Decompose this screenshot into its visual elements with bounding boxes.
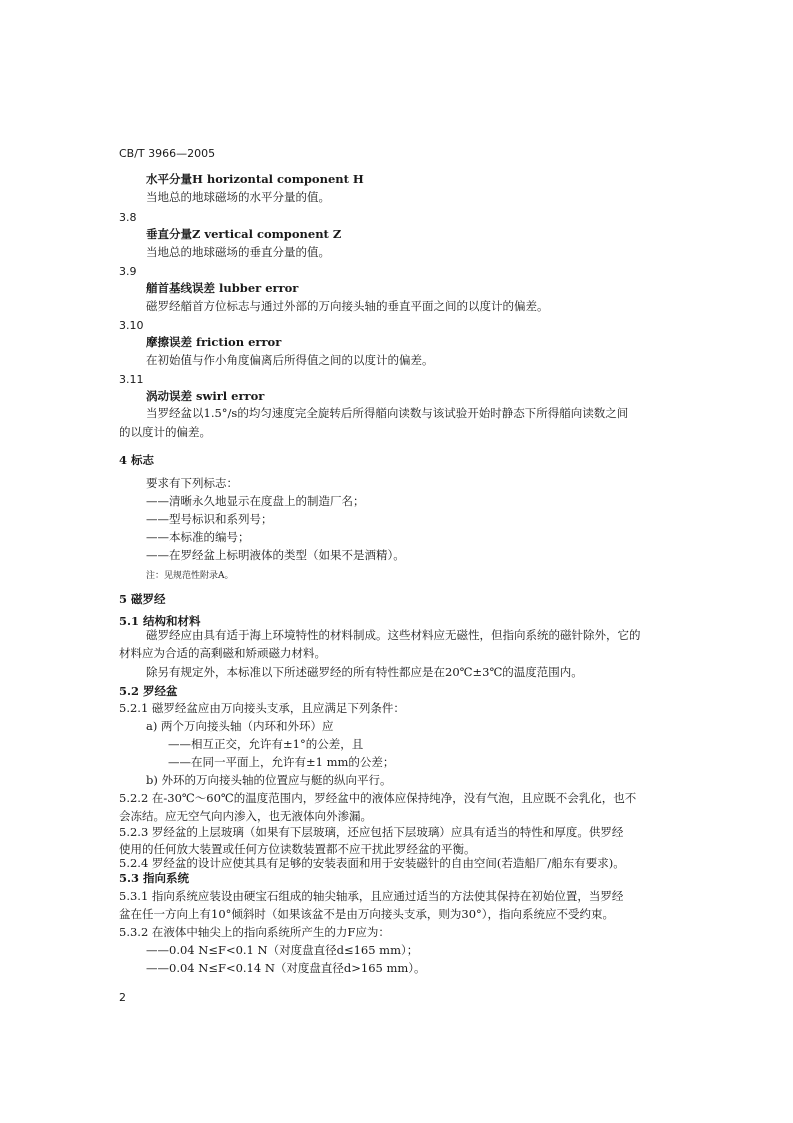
- clause-number: 3.10: [119, 319, 144, 332]
- definition-line: 在初始值与作小角度偏离后所得值之间的以度计的偏差。: [146, 353, 434, 367]
- paragraph-line: 使用的任何放大装置或任何方位读数装置都不应干扰此罗经盆的平衡。: [119, 842, 476, 856]
- term-horizontal-component: 水平分量H horizontal component H: [146, 172, 364, 186]
- paragraph-line: 要求有下列标志：: [146, 476, 238, 490]
- list-item: ——在同一平面上，允许有±1 mm的公差；: [168, 755, 395, 769]
- note-line: 注：见规范性附录A。: [146, 571, 234, 581]
- list-item: ——型号标识和系列号；: [146, 512, 273, 526]
- paragraph-line: 会冻结。应无空气向内渗入，也无液体向外渗漏。: [119, 809, 372, 823]
- paragraph-line: 5.2.1 磁罗经盆应由万向接头支承，且应满足下列条件：: [119, 701, 405, 715]
- paragraph-line: 5.2.2 在-30℃～60℃的温度范围内，罗经盆中的液体应保持纯净，没有气泡，且应既不会乳化，也不: [119, 791, 637, 805]
- subsection-heading: 5.2 罗经盆: [119, 684, 178, 698]
- subsection-heading: 5.1 结构和材料: [119, 614, 201, 628]
- definition-line: 当地总的地球磁场的垂直分量的值。: [146, 245, 330, 259]
- definition-line: 当罗经盆以1.5°/s的均匀速度完全旋转后所得艏向读数与该试验开始时静态下所得艏向读数之间: [146, 406, 629, 420]
- definition-line: 的以度计的偏差。: [119, 425, 211, 439]
- list-item: a) 两个万向接头轴（内环和外环）应: [146, 719, 334, 733]
- definition-line: 当地总的地球磁场的水平分量的值。: [146, 190, 330, 204]
- clause-number: 3.9: [119, 265, 137, 278]
- subsection-heading: 5.3 指向系统: [119, 871, 190, 885]
- list-item: ——在罗经盆上标明液体的类型（如果不是酒精）。: [146, 548, 405, 562]
- document-header-id: CB/T 3966—2005: [119, 147, 216, 160]
- list-item: ——0.04 N≤F<0.14 N（对度盘直径d>165 mm）。: [146, 961, 426, 975]
- term-vertical-component: 垂直分量Z vertical component Z: [146, 227, 342, 241]
- paragraph-line: 磁罗经应由具有适于海上环境特性的材料制成。这些材料应无磁性，但指向系统的磁针除外，它的: [146, 628, 641, 642]
- list-item: ——清晰永久地显示在度盘上的制造厂名；: [146, 494, 365, 508]
- clause-number: 3.11: [119, 373, 144, 386]
- paragraph-line: 5.2.4 罗经盆的设计应使其具有足够的安装表面和用于安装磁针的自由空间(若造船厂/船东有要求)。: [119, 856, 625, 870]
- paragraph-line: 除另有规定外，本标准以下所述磁罗经的所有特性都应是在20℃±3℃的温度范围内。: [146, 665, 583, 679]
- term-friction-error: 摩擦误差 friction error: [146, 335, 282, 349]
- clause-number: 3.8: [119, 211, 137, 224]
- paragraph-line: 5.3.2 在液体中轴尖上的指向系统所产生的力F应为：: [119, 925, 390, 939]
- page-number: 2: [119, 991, 126, 1004]
- paragraph-line: 材料应为合适的高剩磁和矫顽磁力材料。: [119, 646, 326, 660]
- term-swirl-error: 涡动误差 swirl error: [146, 389, 265, 403]
- list-item: ——相互正交，允许有±1°的公差，且: [168, 737, 364, 751]
- list-item: ——本标准的编号；: [146, 530, 250, 544]
- paragraph-line: 5.2.3 罗经盆的上层玻璃（如果有下层玻璃，还应包括下层玻璃）应具有适当的特性和厚度。供罗经: [119, 825, 624, 839]
- section-heading-4: 4 标志: [119, 453, 155, 467]
- paragraph-line: 5.3.1 指向系统应装设由硬宝石组成的轴尖轴承，且应通过适当的方法使其保持在初始位置，当罗经: [119, 889, 624, 903]
- definition-line: 磁罗经艏首方位标志与通过外部的万向接头轴的垂直平面之间的以度计的偏差。: [146, 299, 549, 313]
- list-item: ——0.04 N≤F<0.1 N（对度盘直径d≤165 mm）；: [146, 943, 419, 957]
- term-lubber-error: 艏首基线误差 lubber error: [146, 281, 299, 295]
- paragraph-line: 盆在任一方向上有10°倾斜时（如果该盆不是由万向接头支承，则为30°），指向系统应不受约束。: [119, 907, 615, 921]
- list-item: b) 外环的万向接头轴的位置应与艇的纵向平行。: [146, 773, 392, 787]
- section-heading-5: 5 磁罗经: [119, 592, 166, 606]
